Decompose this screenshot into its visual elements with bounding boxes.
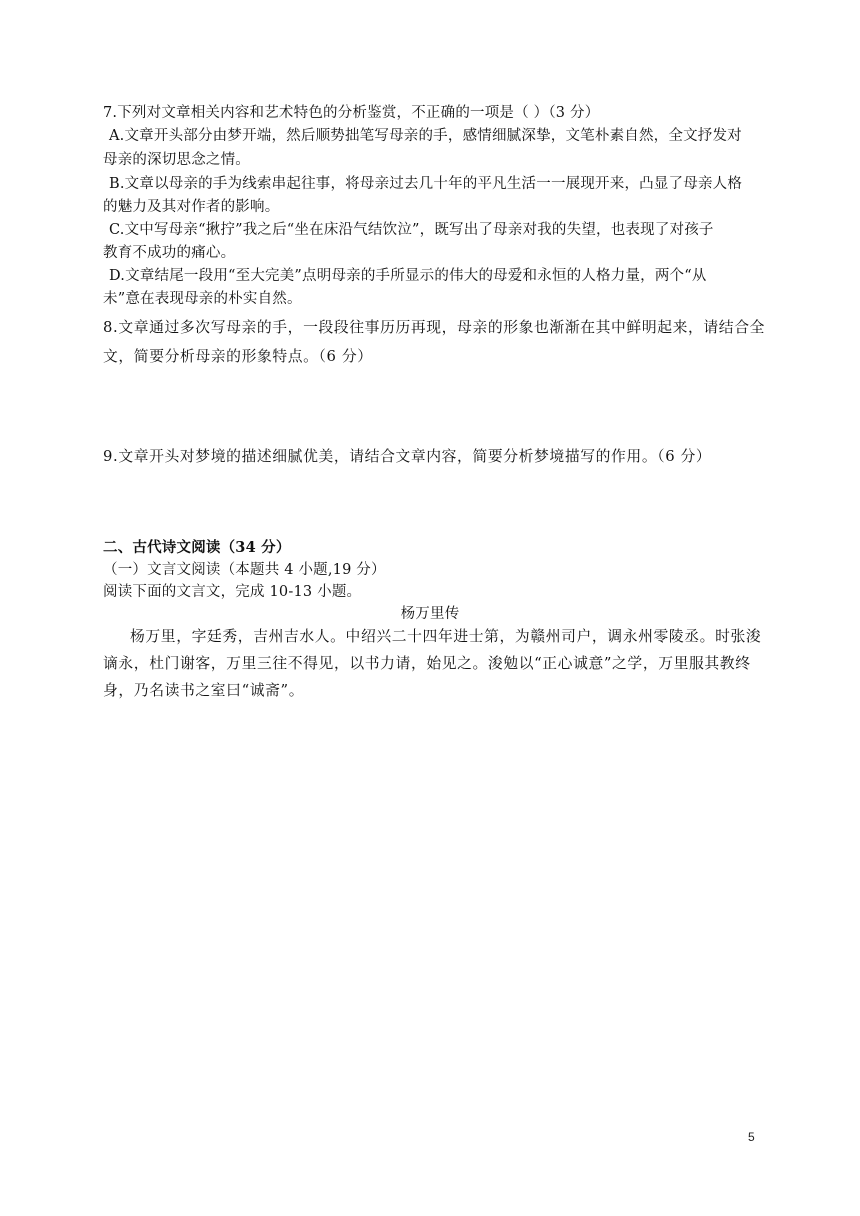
- question-8-text: 8.文章通过多次写母亲的手，一段段往事历历再现，母亲的形象也渐渐在其中鲜明起来，请结合全: [103, 319, 765, 336]
- question-7-option-c: C.文中写母亲“揪拧”我之后“坐在床沿气结饮泣”，既写出了母亲对我的失望，也表现了对孩子: [109, 222, 714, 238]
- question-8-text-cont: 文，简要分析母亲的形象特点。（6 分）: [103, 348, 373, 365]
- question-7-stem: 7.下列对文章相关内容和艺术特色的分析鉴赏，不正确的一项是（ ）（3 分）: [103, 105, 600, 121]
- page-number: 5: [748, 1130, 755, 1144]
- reading-instruction: 阅读下面的文言文，完成 10-13 小题。: [103, 584, 362, 600]
- passage-line: 身，乃名读书之室曰“诚斋”。: [103, 682, 305, 699]
- question-7-option-a: A.文章开头部分由梦开端，然后顺势拙笔写母亲的手，感情细腻深挚，文笔朴素自然，全文抒发对: [109, 128, 742, 144]
- passage-line: 杨万里，字廷秀，吉州吉水人。中绍兴二十四年进士第，为赣州司户，调永州零陵丞。时张浚: [130, 628, 762, 645]
- question-7-option-d: D.文章结尾一段用“至大完美”点明母亲的手所显示的伟大的母爱和永恒的人格力量，两个“从: [109, 268, 707, 284]
- passage-title: 杨万里传: [400, 606, 460, 622]
- question-7-option-b-cont: 的魅力及其对作者的影响。: [103, 199, 280, 215]
- section-heading: 二、古代诗文阅读（34 分）: [103, 539, 291, 556]
- subsection-heading: （一）文言文阅读（本题共 4 小题,19 分）: [103, 562, 386, 578]
- question-7-option-d-cont: 未”意在表现母亲的朴实自然。: [103, 291, 302, 307]
- question-7-option-a-cont: 母亲的深切思念之情。: [103, 152, 250, 168]
- question-7-option-b: B.文章以母亲的手为线索串起往事，将母亲过去几十年的平凡生活一一展现开来，凸显了母亲人格: [109, 176, 743, 192]
- question-9-text: 9.文章开头对梦境的描述细腻优美，请结合文章内容，简要分析梦境描写的作用。（6 分）: [103, 448, 712, 465]
- question-7-option-c-cont: 教育不成功的痛心。: [103, 245, 236, 261]
- passage-line: 谪永，杜门谢客，万里三往不得见，以书力请，始见之。浚勉以“正心诚意”之学，万里服其教终: [103, 655, 751, 672]
